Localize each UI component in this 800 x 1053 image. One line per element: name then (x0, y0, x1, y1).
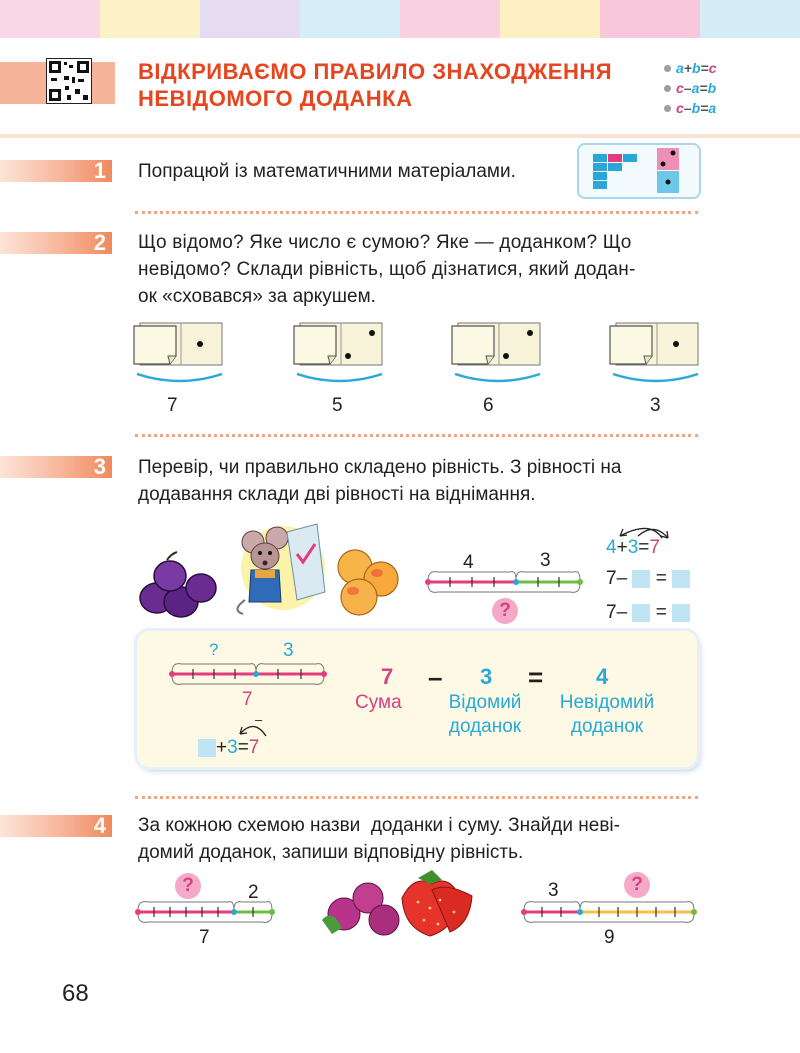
mouse-illustration (225, 520, 335, 620)
rule-minus: – (428, 662, 443, 692)
check-arc-minus: – (255, 712, 263, 727)
page-number: 68 (62, 980, 89, 1007)
separator (135, 796, 698, 799)
rule-seg-total: 7 (242, 689, 253, 710)
plums-illustration (137, 550, 219, 625)
task-number: 2 (93, 230, 106, 255)
domino-sum: 5 (332, 395, 343, 416)
segment-right-value: 3 (540, 550, 551, 571)
bullet-icon (664, 65, 671, 72)
equation-op: – (616, 602, 628, 623)
label-line: доданок (570, 716, 644, 737)
domino-sum: 3 (650, 395, 661, 416)
bullet-icon (664, 85, 671, 92)
domino-card (292, 320, 387, 395)
question-badge: ? (624, 872, 650, 898)
answer-box[interactable] (672, 604, 690, 622)
domino-sum: 7 (167, 395, 178, 416)
equation-op: = (655, 602, 667, 623)
label-sum: Сума (355, 692, 402, 713)
scheme-right-total: 9 (604, 927, 615, 948)
top-color-strip (0, 0, 800, 38)
task-line: ок «сховався» за аркушем. (138, 286, 376, 307)
formula-row (664, 98, 717, 118)
formula-term: c (676, 100, 684, 116)
bullet-icon (664, 105, 671, 112)
equation-op: – (616, 568, 628, 589)
task-1-text: Попрацюй із математичними матеріалами. (138, 161, 516, 182)
task-4-text (138, 812, 703, 866)
task-number: 1 (93, 158, 106, 183)
formula-term: b (691, 60, 701, 76)
formula-op: – (683, 100, 692, 116)
task-3-tab (0, 456, 112, 478)
task-line: Перевір, чи правильно складено рівність. З рівності на (138, 457, 622, 478)
peaches-illustration (333, 545, 403, 625)
equation-op: = (638, 537, 650, 558)
label-line: доданок (448, 716, 522, 737)
formula-row (664, 78, 717, 98)
formula-term: c (708, 60, 717, 76)
answer-box[interactable] (632, 570, 650, 588)
equation-op: = (655, 568, 667, 589)
separator (135, 434, 698, 437)
formula-term: b (707, 80, 717, 96)
task-line: Що відомо? Яке число є сумою? Яке — доданком? Що (138, 232, 632, 253)
check-equation (198, 737, 259, 759)
label-known-addend (440, 691, 530, 739)
task-2-tab (0, 232, 112, 254)
rule-sum-value: 7 (381, 664, 394, 689)
formula-list (664, 58, 717, 118)
formula-op: = (700, 100, 709, 116)
answer-box[interactable] (632, 604, 650, 622)
task-2-text (138, 229, 703, 310)
rule-seg-known: 3 (283, 640, 294, 661)
formula-row (664, 58, 717, 78)
equation-term: 3 (227, 737, 238, 758)
lesson-title (138, 58, 658, 112)
question-badge: ? (492, 598, 518, 624)
addition-equation (606, 537, 660, 559)
label-line: Невідомий (559, 692, 655, 713)
subtraction-equation-2 (606, 602, 690, 624)
equation-term: 7 (606, 568, 617, 589)
equation-op: + (616, 537, 628, 558)
equation-term: 7 (606, 602, 617, 623)
formula-op: = (700, 60, 709, 76)
equation-term: 7 (649, 537, 660, 558)
domino-sum: 6 (483, 395, 494, 416)
task-line: домий доданок, запиши відповідну рівність. (138, 842, 524, 863)
task-3-text (138, 454, 703, 508)
formula-term: a (691, 80, 700, 96)
task-number: 3 (93, 454, 106, 479)
rule-equals: = (528, 662, 544, 692)
formula-op: = (699, 80, 708, 96)
task-1-tab (0, 160, 112, 182)
subtraction-equation-1 (606, 568, 690, 590)
equation-op: + (216, 737, 228, 758)
domino-card (450, 320, 545, 395)
formula-op: – (683, 80, 692, 96)
question-badge: ? (175, 873, 201, 899)
lesson-title-line-1: ВІДКРИВАЄМО ПРАВИЛО ЗНАХОДЖЕННЯ (138, 59, 613, 84)
task-line: додавання склади дві рівності на віднімання. (138, 484, 536, 505)
math-materials-icon (577, 143, 701, 199)
task-number: 4 (93, 813, 106, 838)
separator (135, 211, 698, 214)
task-4-tab (0, 815, 112, 837)
formula-term: a (708, 100, 717, 116)
answer-box[interactable] (198, 739, 216, 757)
label-line: Відомий (448, 692, 522, 713)
formula-term: b (691, 100, 701, 116)
lesson-title-line-2: НЕВІДОМОГО ДОДАНКА (138, 86, 413, 111)
task-line: невідомо? Склади рівність, щоб дізнатися, який додан- (138, 259, 636, 280)
task-line: За кожною схемою назви доданки і суму. Знайди неві- (138, 815, 620, 836)
rule-unknown-value: 4 (596, 664, 609, 689)
scheme-right-known: 3 (548, 880, 559, 901)
qr-code-icon[interactable] (46, 58, 92, 104)
header-divider (0, 134, 800, 138)
rule-seg-unknown: ? (209, 640, 219, 659)
formula-op: + (683, 60, 692, 76)
domino-card (132, 320, 227, 395)
domino-card (608, 320, 703, 395)
formula-term: a (676, 60, 684, 76)
label-unknown-addend (552, 691, 662, 739)
formula-term: c (676, 80, 684, 96)
segment-left-value: 4 (463, 552, 474, 573)
scheme-left-known: 2 (248, 882, 259, 903)
answer-box[interactable] (672, 570, 690, 588)
equation-term: 4 (606, 537, 617, 558)
scheme-left-total: 7 (199, 927, 210, 948)
equation-term: 3 (627, 537, 639, 558)
equation-term: 7 (248, 737, 260, 758)
rule-known-value: 3 (480, 664, 493, 689)
berries-illustration (322, 868, 477, 945)
equation-op: = (237, 737, 249, 758)
